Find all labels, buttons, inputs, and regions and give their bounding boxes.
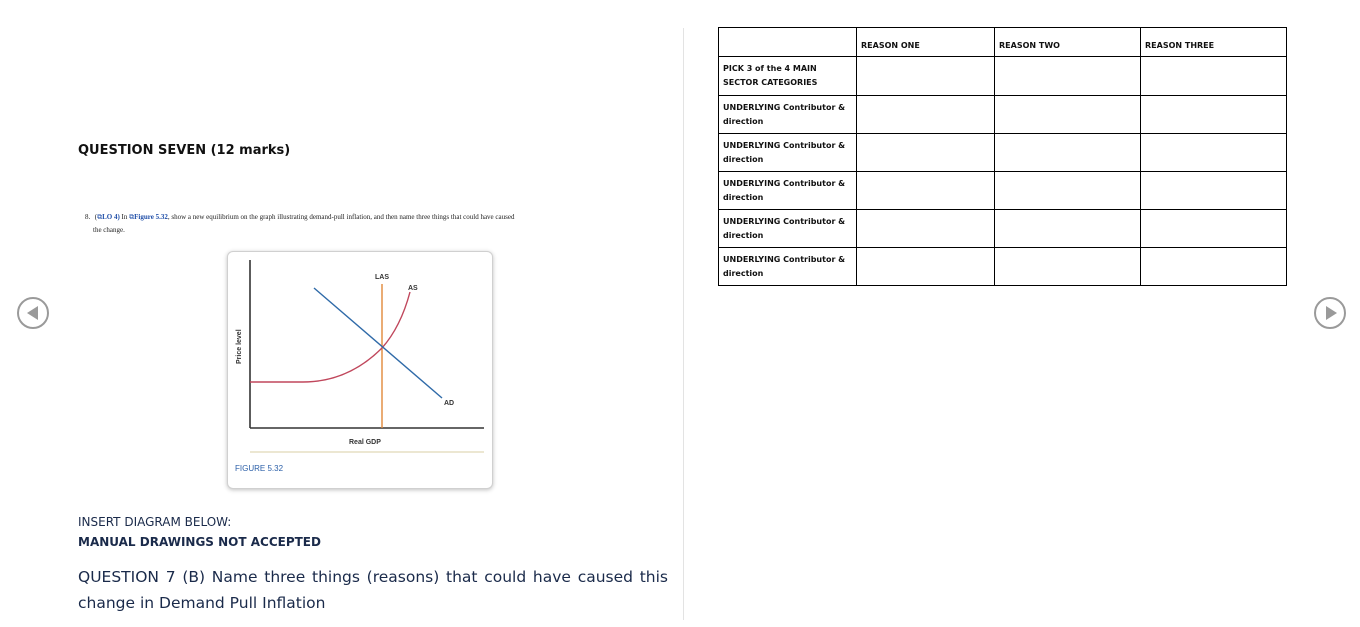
ad-label: AD bbox=[444, 400, 455, 407]
table-header-reason-three: REASON THREE bbox=[1141, 28, 1287, 57]
answer-cell[interactable] bbox=[1141, 172, 1287, 210]
table-header-reason-two: REASON TWO bbox=[995, 28, 1141, 57]
table-header-cell bbox=[719, 28, 857, 57]
in-word: In bbox=[121, 213, 128, 221]
link-icon[interactable]: ⧉ bbox=[129, 213, 135, 221]
answer-cell[interactable] bbox=[1141, 248, 1287, 286]
question-text-line1: , show a new equilibrium on the graph illustrating demand-pull inflation, and then name three things that could have caused bbox=[167, 213, 515, 221]
answer-cell[interactable] bbox=[995, 248, 1141, 286]
as-ad-diagram bbox=[228, 252, 492, 488]
table-row bbox=[719, 134, 1287, 172]
question-text bbox=[85, 211, 645, 237]
answer-cell[interactable] bbox=[995, 172, 1141, 210]
answer-cell[interactable] bbox=[995, 134, 1141, 172]
table-row bbox=[719, 210, 1287, 248]
answer-cell[interactable] bbox=[995, 57, 1141, 96]
figure-reference-link[interactable]: Figure 5.32 bbox=[134, 213, 168, 221]
table-row bbox=[719, 96, 1287, 134]
table-header-reason-one: REASON ONE bbox=[857, 28, 995, 57]
reasons-table bbox=[718, 27, 1287, 286]
answer-cell[interactable] bbox=[1141, 57, 1287, 96]
answer-cell[interactable] bbox=[857, 248, 995, 286]
question-text-line2: the change. bbox=[93, 226, 125, 234]
open-paren: ( bbox=[94, 213, 98, 221]
table-row bbox=[719, 248, 1287, 286]
row-label: UNDERLYING Contributor & direction bbox=[719, 134, 857, 172]
question-title: QUESTION SEVEN (12 marks) bbox=[78, 143, 291, 158]
as-label: AS bbox=[408, 285, 418, 292]
answer-cell[interactable] bbox=[1141, 96, 1287, 134]
lo-reference[interactable]: LO 4) bbox=[102, 213, 120, 221]
answer-cell[interactable] bbox=[1141, 134, 1287, 172]
x-axis-label: Real GDP bbox=[349, 439, 381, 446]
figure-caption: FIGURE 5.32 bbox=[235, 464, 284, 473]
answer-cell[interactable] bbox=[857, 96, 995, 134]
answer-cell[interactable] bbox=[857, 172, 995, 210]
question-7b: QUESTION 7 (B) Name three things (reasons) that could have caused this change in Demand Pull Inflation bbox=[78, 568, 668, 612]
as-curve bbox=[250, 292, 410, 382]
row-label: UNDERLYING Contributor & direction bbox=[719, 248, 857, 286]
table-header-row bbox=[719, 28, 1287, 57]
row-label: UNDERLYING Contributor & direction bbox=[719, 210, 857, 248]
right-page bbox=[684, 0, 1360, 627]
row-label: UNDERLYING Contributor & direction bbox=[719, 96, 857, 134]
answer-cell[interactable] bbox=[857, 210, 995, 248]
las-label: LAS bbox=[375, 274, 389, 281]
link-icon[interactable]: ⧉ bbox=[97, 213, 103, 221]
answer-cell[interactable] bbox=[857, 57, 995, 96]
question-number: 8. bbox=[85, 213, 91, 221]
y-axis-label: Price level bbox=[236, 329, 243, 364]
answer-cell[interactable] bbox=[995, 96, 1141, 134]
figure-card bbox=[227, 251, 493, 489]
answer-cell[interactable] bbox=[995, 210, 1141, 248]
answer-cell[interactable] bbox=[1141, 210, 1287, 248]
answer-cell[interactable] bbox=[857, 134, 995, 172]
row-label: UNDERLYING Contributor & direction bbox=[719, 172, 857, 210]
insert-diagram-label: INSERT DIAGRAM BELOW: bbox=[78, 515, 232, 529]
row-label: PICK 3 of the 4 MAIN SECTOR CATEGORIES bbox=[719, 57, 857, 96]
ad-curve bbox=[314, 288, 442, 398]
table-row bbox=[719, 172, 1287, 210]
manual-drawings-note: MANUAL DRAWINGS NOT ACCEPTED bbox=[78, 535, 321, 549]
table-row bbox=[719, 57, 1287, 96]
